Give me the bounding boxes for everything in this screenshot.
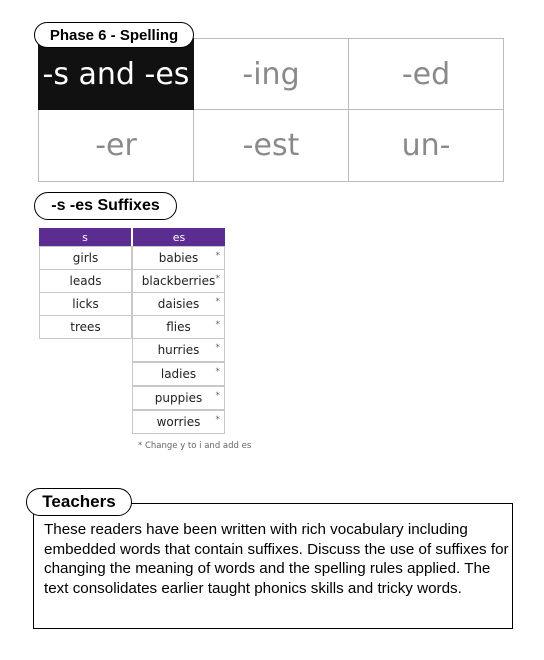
asterisk-mark: * bbox=[215, 391, 220, 401]
s-word-cell: licks bbox=[39, 292, 132, 316]
es-word: hurries bbox=[157, 343, 200, 357]
es-word: babies bbox=[158, 251, 199, 265]
asterisk-mark: * bbox=[215, 367, 220, 377]
s-word-cell: trees bbox=[39, 315, 132, 339]
s-word-cell: leads bbox=[39, 269, 132, 293]
asterisk-mark: * bbox=[215, 297, 220, 307]
phase-cell-s-es: -s and -es bbox=[38, 38, 194, 110]
es-word-cell bbox=[132, 315, 225, 339]
es-word-cell bbox=[132, 410, 225, 434]
phase-cell-er: -er bbox=[38, 110, 194, 182]
phase-cell-un: un- bbox=[349, 110, 504, 182]
suffix-section-label: -s -es Suffixes bbox=[34, 192, 177, 220]
teachers-label: Teachers bbox=[26, 488, 132, 516]
header-s: s bbox=[39, 228, 131, 246]
spelling-rule-footnote: * Change y to i and add es bbox=[138, 441, 252, 451]
asterisk-mark: * bbox=[215, 251, 220, 261]
es-word-cell bbox=[132, 292, 225, 316]
asterisk-mark: * bbox=[215, 274, 220, 284]
es-word-cell bbox=[132, 338, 225, 362]
es-word: puppies bbox=[154, 391, 203, 405]
es-word: flies bbox=[166, 320, 191, 334]
teachers-notes-text: These readers have been written with rich vocabulary including embedded words that contain suffixes. Discuss the use of suffixes for changing the meaning of words and the spelling rules applied. The text consolidates earlier taught phonics skills and tricky words. bbox=[44, 521, 509, 597]
es-word: blackberries bbox=[141, 274, 216, 288]
phase-cell-ed: -ed bbox=[349, 38, 504, 110]
asterisk-mark: * bbox=[215, 343, 220, 353]
header-es: es bbox=[133, 228, 225, 246]
phase-cell-est: -est bbox=[194, 110, 349, 182]
phase-label: Phase 6 - Spelling bbox=[34, 22, 194, 48]
phase-suffix-grid bbox=[38, 38, 504, 182]
es-word-cell bbox=[132, 386, 225, 410]
es-word: worries bbox=[156, 415, 201, 429]
es-word-cell bbox=[132, 246, 225, 270]
phase-cell-ing: -ing bbox=[194, 38, 349, 110]
es-word: ladies bbox=[160, 367, 197, 381]
es-word-cell bbox=[132, 269, 225, 293]
s-word-cell: girls bbox=[39, 246, 132, 270]
es-word-cell bbox=[132, 362, 225, 386]
es-word: daisies bbox=[157, 297, 200, 311]
asterisk-mark: * bbox=[215, 320, 220, 330]
asterisk-mark: * bbox=[215, 415, 220, 425]
